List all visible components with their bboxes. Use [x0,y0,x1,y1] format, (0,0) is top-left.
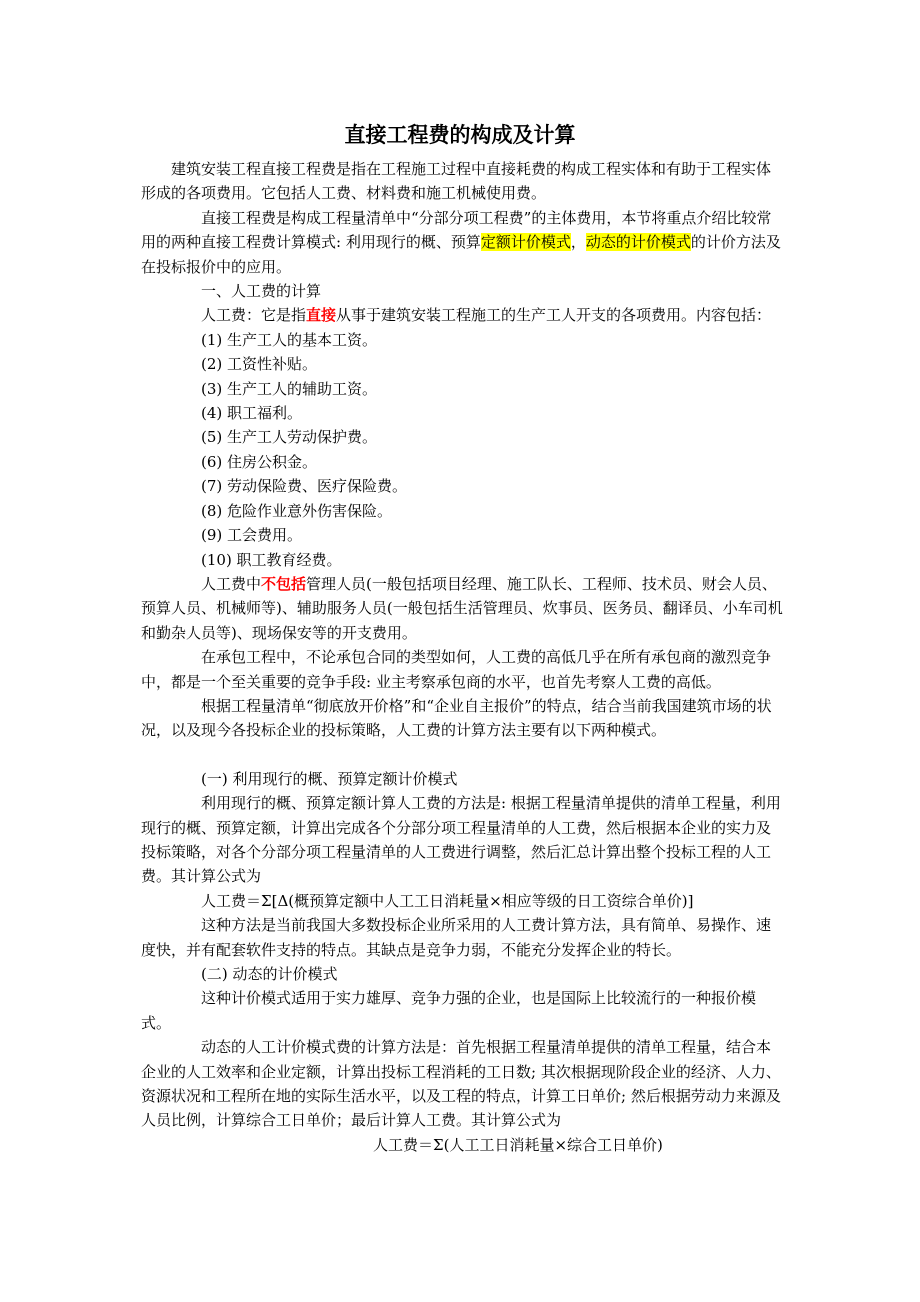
modes-paragraph: 根据工程量清单“彻底放开价格”和“企业自主报价”的特点，结合当前我国建筑市场的状况，以及现今各投标企业的投标策略，人工费的计算方法主要有以下两种模式。 [141,696,772,740]
highlight-quota-mode: 定额计价模式 [480,233,571,252]
formula-dynamic: 人工费＝Σ(人工工日消耗量×综合工日单价) [373,1135,663,1154]
quota-evaluation-paragraph: 这种方法是当前我国大多数投标企业所采用的人工费计算方法，具有简单、易操作、速度快，并有配套软件支持的特点。其缺点是竞争力弱，不能充分发挥企业的特长。 [141,916,772,959]
intro-separator: ， [570,233,586,252]
intro-modes-text: 直接工程费是构成工程量清单中“分部分项工程费”的主体费用，本节将重点介绍比较常用的两种直接工程费计算模式: 利用现行的概、预算 [141,208,772,252]
exclusion-tail: 管理人员(一般包括项目经理、施工队长、工程师、技术员、财会人员、预算人员、机械师等)、辅助服务人员(一般包括生活管理员、炊事员、医务员、翻译员、小车司机和勤杂人员等)、现场保安等的开支费用。 [141,574,783,642]
document-title: 直接工程费的构成及计算 [344,123,576,147]
list-item: (1) 生产工人的基本工资。 [201,330,378,349]
list-item: (8) 危险作业意外伤害保险。 [201,501,393,520]
emphasis-direct: 直接 [306,306,337,325]
subsection-heading-quota: (一) 利用现行的概、预算定额计价模式 [201,769,458,788]
competition-paragraph: 在承包工程中，不论承包合同的类型如何，人工费的高低几乎在所有承包商的激烈竞争中，都是一个至关重要的竞争手段: 业主考察承包商的水平，也首先考察人工费的高低。 [141,648,772,691]
blank-line [141,743,785,767]
list-item: (4) 职工福利。 [201,404,303,423]
emphasis-not-included: 不包括 [261,574,307,593]
document-body [141,157,785,1157]
labor-definition-tail: 从事于建筑安装工程施工的生产工人开支的各项费用。内容包括： [336,306,772,325]
subsection-heading-dynamic: (二) 动态的计价模式 [201,965,338,983]
dynamic-intro-paragraph: 这种计价模式适用于实力雄厚、竞争力强的企业，也是国际上比较流行的一种报价模式。 [141,989,757,1032]
list-item: (6) 住房公积金。 [201,452,318,471]
intro-paragraph: 建筑安装工程直接工程费是指在工程施工过程中直接耗费的构成工程实体和有助于工程实体形成的各项费用。它包括人工费、材料费和施工机械使用费。 [141,160,772,203]
formula-quota: 人工费＝Σ[Δ(概预算定额中人工工日消耗量×相应等级的日工资综合单价)] [201,891,694,910]
list-item: (2) 工资性补贴。 [201,355,318,374]
quota-method-paragraph: 利用现行的概、预算定额计算人工费的方法是: 根据工程量清单提供的清单工程量，利用现行的概、预算定额，计算出完成各个分部分项工程量清单的人工费，然后根据本企业的实力及投标策略，对各个分部分项工程量清单的人工费进行调整，然后汇总计算出整个投标工程的人工费。其计算公式为 [141,794,781,886]
labor-definition [141,303,785,327]
dynamic-method-paragraph: 动态的人工计价模式费的计算方法是：首先根据工程量清单提供的清单工程量，结合本企业的人工效率和企业定额，计算出投标工程消耗的工日数; 其次根据现阶段企业的经济、人力、资源状况和工程所在地的实际生活水平，以及工程的特点，计算工日单价; 然后根据劳动力来源及人员比例，计算综合工日单价；最后计算人工费。其计算公式为 [141,1038,781,1130]
intro-modes-paragraph [141,206,785,279]
intro-modes-tail: 的计价方法及在投标报价中的应用。 [141,233,781,276]
list-item: (7) 劳动保险费、医疗保险费。 [201,477,408,496]
section-heading-labor: 一、人工费的计算 [201,282,322,301]
exclusion-paragraph [141,572,785,645]
labor-definition-lead: 人工费：它是指 [201,306,307,325]
list-item: (9) 工会费用。 [201,526,303,545]
highlight-dynamic-mode: 动态的计价模式 [585,233,691,252]
exclusion-lead: 人工费中 [201,574,262,593]
list-item: (3) 生产工人的辅助工资。 [201,379,378,398]
list-item: (5) 生产工人劳动保护费。 [201,428,378,447]
list-item: (10) 职工教育经费。 [201,550,342,569]
